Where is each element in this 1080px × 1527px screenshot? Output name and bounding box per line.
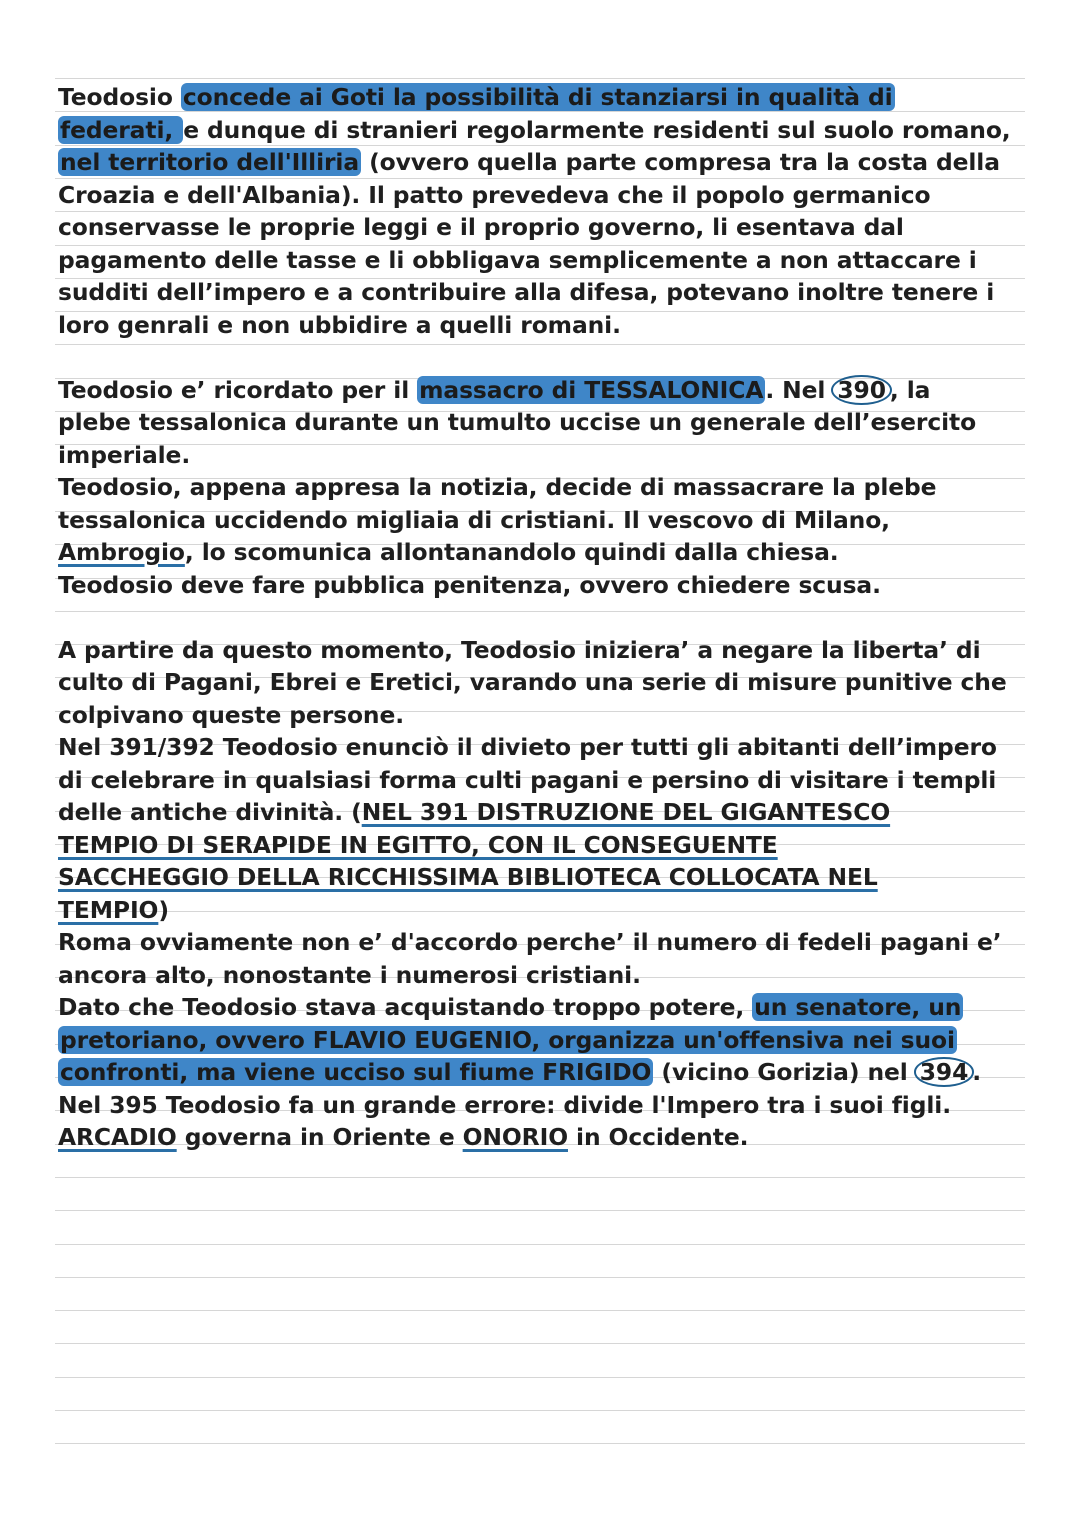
paragraph-gap bbox=[58, 601, 1028, 634]
text-segment: Roma ovviamente non e’ d'accordo perche’ il numero di fedeli pagani e’ bbox=[58, 928, 1002, 956]
text-line bbox=[58, 244, 1028, 277]
text-segment: Teodosio bbox=[58, 83, 181, 111]
text-line bbox=[58, 926, 1028, 959]
text-line bbox=[58, 81, 1028, 114]
highlighted-text: concede ai Goti la possibilità di stanziarsi in qualità di bbox=[182, 83, 893, 111]
text-line bbox=[58, 829, 1028, 862]
ruled-line bbox=[55, 1377, 1025, 1378]
text-segment: Teodosio, appena appresa la notizia, decide di massacrare la plebe bbox=[58, 473, 937, 501]
text-segment: imperiale. bbox=[58, 440, 191, 469]
text-line bbox=[58, 894, 1028, 927]
text-segment: plebe tessalonica durante un tumulto uccise un generale dell’esercito bbox=[58, 408, 977, 436]
text-line bbox=[58, 1121, 1028, 1154]
text-segment: (vicino Gorizia) nel bbox=[653, 1058, 916, 1086]
text-line bbox=[58, 211, 1028, 244]
text-line bbox=[58, 731, 1028, 764]
text-line bbox=[58, 764, 1028, 797]
text-segment: tessalonica uccidendo migliaia di cristiani. Il vescovo di Milano, bbox=[58, 505, 890, 534]
ruled-line bbox=[55, 1343, 1025, 1344]
text-segment: Nel 391/392 Teodosio enunciò il divieto per tutti gli abitanti dell’impero bbox=[58, 733, 997, 761]
paragraph-gap bbox=[58, 341, 1028, 374]
text-segment: , la bbox=[889, 375, 931, 404]
text-segment: di celebrare in qualsiasi forma culti pagani e persino di visitare i templi bbox=[58, 765, 997, 794]
ruled-line bbox=[55, 1244, 1025, 1245]
text-segment: ancora alto, nonostante i numerosi cristiani. bbox=[58, 960, 641, 989]
highlighted-text: nel territorio dell'Illiria bbox=[60, 148, 360, 176]
underlined-text: Ambrogio bbox=[58, 538, 185, 566]
text-line bbox=[58, 1056, 1028, 1089]
text-segment: governa in Oriente e bbox=[176, 1123, 463, 1151]
ruled-line bbox=[55, 1410, 1025, 1411]
text-segment: A partire da questo momento, Teodosio iniziera’ a negare la liberta’ di bbox=[58, 635, 981, 664]
text-line bbox=[58, 634, 1028, 667]
circled-date: 390 bbox=[831, 375, 892, 405]
text-segment: colpivano queste persone. bbox=[58, 700, 405, 729]
highlighted-text: pretoriano, ovvero FLAVIO EUGENIO, organizza un'offensiva nei suoi bbox=[60, 1025, 955, 1054]
ruled-line bbox=[55, 1443, 1025, 1444]
text-line bbox=[58, 991, 1028, 1024]
text-segment: (ovvero quella parte compresa tra la costa della bbox=[361, 148, 1000, 176]
text-segment: delle antiche divinità. ( bbox=[58, 798, 362, 826]
text-line bbox=[58, 959, 1028, 992]
text-segment: e dunque di stranieri regolarmente residenti sul suolo romano, bbox=[183, 115, 1011, 144]
highlighted-text: federati, bbox=[60, 115, 182, 144]
text-segment: in Occidente. bbox=[567, 1123, 749, 1151]
text-line bbox=[58, 569, 1028, 602]
ruled-line bbox=[55, 78, 1025, 79]
text-segment: Nel 395 Teodosio fa un grande errore: divide l'Impero tra i suoi figli. bbox=[58, 1090, 951, 1119]
text-line bbox=[58, 666, 1028, 699]
underlined-text: ARCADIO bbox=[58, 1123, 177, 1151]
ruled-line bbox=[55, 1210, 1025, 1211]
underlined-text: TEMPIO DI SERAPIDE IN EGITTO, CON IL CONSEGUENTE bbox=[58, 830, 778, 859]
text-line bbox=[58, 861, 1028, 894]
text-segment: conservasse le proprie leggi e il proprio governo, li esentava dal bbox=[58, 213, 904, 241]
notes-text bbox=[58, 81, 1028, 1154]
text-segment: ) bbox=[158, 895, 169, 924]
text-line bbox=[58, 536, 1028, 569]
underlined-text: ONORIO bbox=[462, 1123, 568, 1151]
text-line bbox=[58, 146, 1028, 179]
underlined-text: TEMPIO bbox=[58, 895, 159, 924]
text-line bbox=[58, 699, 1028, 732]
text-segment: , lo scomunica allontanandolo quindi dalla chiesa. bbox=[184, 538, 839, 566]
text-line bbox=[58, 374, 1028, 407]
highlighted-text: un senatore, un bbox=[754, 993, 962, 1021]
text-segment: culto di Pagani, Ebrei e Eretici, varando una serie di misure punitive che bbox=[58, 668, 1007, 696]
text-line bbox=[58, 179, 1028, 212]
text-line bbox=[58, 276, 1028, 309]
text-line bbox=[58, 1024, 1028, 1057]
text-segment: . bbox=[972, 1058, 982, 1086]
text-segment: loro genrali e non ubbidire a quelli romani. bbox=[58, 310, 621, 339]
ruled-line bbox=[55, 1310, 1025, 1311]
highlighted-text: confronti, ma viene ucciso sul fiume FRIGIDO bbox=[60, 1058, 652, 1086]
text-segment: Croazia e dell'Albania). Il patto prevedeva che il popolo germanico bbox=[58, 180, 931, 209]
circled-date: 394 bbox=[914, 1057, 975, 1087]
text-segment: . Nel bbox=[765, 375, 834, 404]
text-line bbox=[58, 114, 1028, 147]
text-line bbox=[58, 504, 1028, 537]
underlined-text: NEL 391 DISTRUZIONE DEL GIGANTESCO bbox=[361, 798, 891, 826]
text-line bbox=[58, 1089, 1028, 1122]
highlighted-text: massacro di TESSALONICA bbox=[419, 375, 764, 404]
ruled-line bbox=[55, 1177, 1025, 1178]
ruled-line bbox=[55, 1277, 1025, 1278]
text-line bbox=[58, 471, 1028, 504]
text-segment: sudditi dell’impero e a contribuire alla difesa, potevano inoltre tenere i bbox=[58, 278, 995, 306]
text-line bbox=[58, 439, 1028, 472]
text-line bbox=[58, 796, 1028, 829]
text-segment: Dato che Teodosio stava acquistando troppo potere, bbox=[58, 993, 753, 1021]
text-line bbox=[58, 406, 1028, 439]
text-segment: Teodosio e’ ricordato per il bbox=[58, 375, 418, 404]
text-segment: pagamento delle tasse e li obbligava semplicemente a non attaccare i bbox=[58, 245, 977, 274]
text-line bbox=[58, 309, 1028, 342]
text-segment: Teodosio deve fare pubblica penitenza, ovvero chiedere scusa. bbox=[58, 570, 881, 599]
underlined-text: SACCHEGGIO DELLA RICCHISSIMA BIBLIOTECA COLLOCATA NEL bbox=[58, 863, 878, 891]
